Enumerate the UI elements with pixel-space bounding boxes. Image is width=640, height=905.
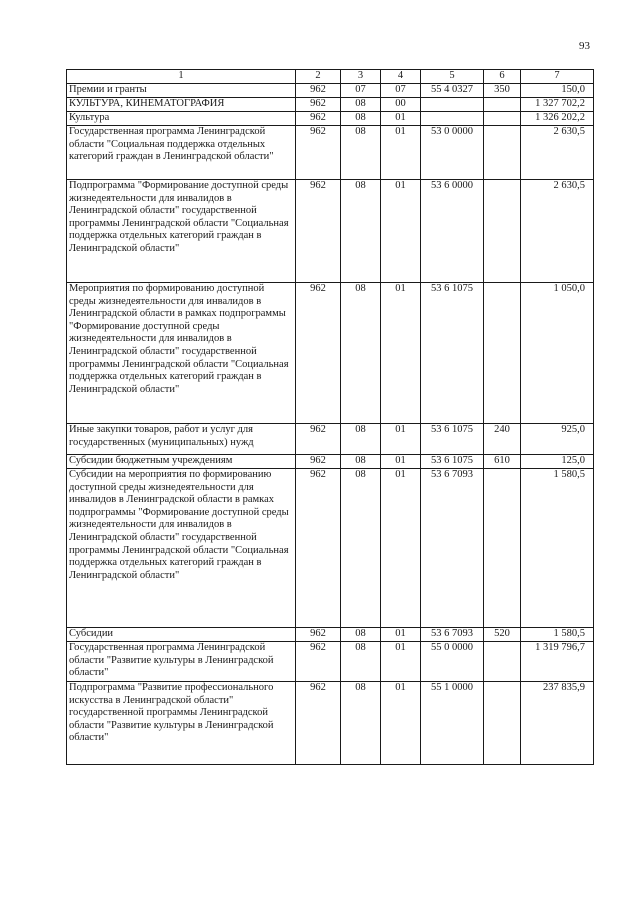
row-admin-cell: 962	[296, 469, 341, 628]
table-row	[67, 642, 594, 682]
table-row	[67, 682, 594, 765]
row-subsection-cell: 07	[381, 84, 421, 98]
row-admin-cell: 962	[296, 112, 341, 126]
table-row	[67, 455, 594, 469]
row-subsection-cell: 01	[381, 283, 421, 424]
row-amount-cell: 1 326 202,2	[521, 112, 594, 126]
row-type-cell	[484, 283, 521, 424]
row-target-cell: 53 6 1075	[421, 424, 484, 455]
row-name-cell: Мероприятия по формированию доступной среды жизнедеятельности для инвалидов в Ленинградской области в рамках подпрограммы "Формирование доступной среды жизнедеятельности для инвалидов в Ленинградской области" государственной программы Ленинградской области "Социальная поддержка отдельных категорий граждан в Ленинградской области"	[67, 283, 296, 424]
row-subsection-cell: 01	[381, 469, 421, 628]
row-subsection-cell: 01	[381, 642, 421, 682]
row-section-cell: 08	[341, 424, 381, 455]
row-type-cell	[484, 180, 521, 283]
table-row	[67, 180, 594, 283]
table-row	[67, 469, 594, 628]
row-section-cell: 08	[341, 455, 381, 469]
row-section-cell: 08	[341, 112, 381, 126]
row-admin-cell: 962	[296, 180, 341, 283]
row-admin-cell: 962	[296, 455, 341, 469]
row-subsection-cell: 01	[381, 682, 421, 765]
row-subsection-cell: 00	[381, 98, 421, 112]
row-name-cell: КУЛЬТУРА, КИНЕМАТОГРАФИЯ	[67, 98, 296, 112]
row-type-cell	[484, 469, 521, 628]
row-amount-cell: 1 580,5	[521, 628, 594, 642]
row-subsection-cell: 01	[381, 180, 421, 283]
row-amount-cell: 1 319 796,7	[521, 642, 594, 682]
row-name-cell: Культура	[67, 112, 296, 126]
row-name-cell: Иные закупки товаров, работ и услуг для государственных (муниципальных) нужд	[67, 424, 296, 455]
row-subsection-cell: 01	[381, 628, 421, 642]
table-row	[67, 628, 594, 642]
row-subsection-cell: 01	[381, 424, 421, 455]
row-name-cell: Подпрограмма "Развитие профессионального искусства в Ленинградской области" государственной программы Ленинградской области "Развитие культуры в Ленинградской области"	[67, 682, 296, 765]
column-header: 6	[484, 70, 521, 84]
row-subsection-cell: 01	[381, 126, 421, 180]
row-admin-cell: 962	[296, 642, 341, 682]
row-name-cell: Премии и гранты	[67, 84, 296, 98]
row-section-cell: 08	[341, 642, 381, 682]
budget-table	[66, 69, 594, 765]
column-header: 5	[421, 70, 484, 84]
row-name-cell: Государственная программа Ленинградской области "Развитие культуры в Ленинградской области"	[67, 642, 296, 682]
row-target-cell: 53 6 7093	[421, 469, 484, 628]
row-type-cell	[484, 112, 521, 126]
row-type-cell	[484, 98, 521, 112]
table-header-row	[67, 70, 594, 84]
column-header: 4	[381, 70, 421, 84]
row-target-cell: 53 6 0000	[421, 180, 484, 283]
row-type-cell: 240	[484, 424, 521, 455]
row-type-cell	[484, 682, 521, 765]
row-amount-cell: 1 050,0	[521, 283, 594, 424]
row-section-cell: 08	[341, 126, 381, 180]
row-type-cell	[484, 126, 521, 180]
column-header: 2	[296, 70, 341, 84]
row-type-cell: 350	[484, 84, 521, 98]
table-row	[67, 126, 594, 180]
row-name-cell: Субсидии бюджетным учреждениям	[67, 455, 296, 469]
row-subsection-cell: 01	[381, 112, 421, 126]
row-admin-cell: 962	[296, 98, 341, 112]
row-target-cell: 55 0 0000	[421, 642, 484, 682]
row-amount-cell: 2 630,5	[521, 126, 594, 180]
row-admin-cell: 962	[296, 628, 341, 642]
table-row	[67, 84, 594, 98]
row-section-cell: 08	[341, 469, 381, 628]
row-type-cell: 610	[484, 455, 521, 469]
row-section-cell: 07	[341, 84, 381, 98]
row-section-cell: 08	[341, 283, 381, 424]
row-target-cell: 53 6 1075	[421, 283, 484, 424]
page-number: 93	[579, 40, 590, 52]
row-admin-cell: 962	[296, 126, 341, 180]
row-amount-cell: 125,0	[521, 455, 594, 469]
column-header: 7	[521, 70, 594, 84]
row-section-cell: 08	[341, 180, 381, 283]
row-section-cell: 08	[341, 628, 381, 642]
table-row	[67, 112, 594, 126]
column-header: 1	[67, 70, 296, 84]
row-amount-cell: 150,0	[521, 84, 594, 98]
table-row	[67, 283, 594, 424]
table-row	[67, 424, 594, 455]
row-amount-cell: 925,0	[521, 424, 594, 455]
row-target-cell	[421, 112, 484, 126]
row-target-cell: 53 6 1075	[421, 455, 484, 469]
row-subsection-cell: 01	[381, 455, 421, 469]
row-section-cell: 08	[341, 98, 381, 112]
row-type-cell: 520	[484, 628, 521, 642]
row-admin-cell: 962	[296, 424, 341, 455]
row-target-cell: 55 4 0327	[421, 84, 484, 98]
row-target-cell: 53 6 7093	[421, 628, 484, 642]
row-name-cell: Государственная программа Ленинградской области "Социальная поддержка отдельных категорий граждан в Ленинградской области"	[67, 126, 296, 180]
row-target-cell: 55 1 0000	[421, 682, 484, 765]
row-target-cell: 53 0 0000	[421, 126, 484, 180]
column-header: 3	[341, 70, 381, 84]
row-name-cell: Подпрограмма "Формирование доступной среды жизнедеятельности для инвалидов в Ленинградской области" государственной программы Ленинградской области "Социальная поддержка отдельных категорий граждан в Ленинградской области"	[67, 180, 296, 283]
row-amount-cell: 1 580,5	[521, 469, 594, 628]
row-admin-cell: 962	[296, 682, 341, 765]
row-name-cell: Субсидии	[67, 628, 296, 642]
row-type-cell	[484, 642, 521, 682]
table-row	[67, 98, 594, 112]
row-target-cell	[421, 98, 484, 112]
row-admin-cell: 962	[296, 283, 341, 424]
row-admin-cell: 962	[296, 84, 341, 98]
row-amount-cell: 1 327 702,2	[521, 98, 594, 112]
row-amount-cell: 237 835,9	[521, 682, 594, 765]
row-name-cell: Субсидии на мероприятия по формированию доступной среды жизнедеятельности для инвалидов в Ленинградской области в рамках подпрограммы "Формирование доступной среды жизнедеятельности для инвалидов в Ленинградской области" государственной программы Ленинградской области "Социальная поддержка отдельных категорий граждан в Ленинградской области"	[67, 469, 296, 628]
row-section-cell: 08	[341, 682, 381, 765]
row-amount-cell: 2 630,5	[521, 180, 594, 283]
